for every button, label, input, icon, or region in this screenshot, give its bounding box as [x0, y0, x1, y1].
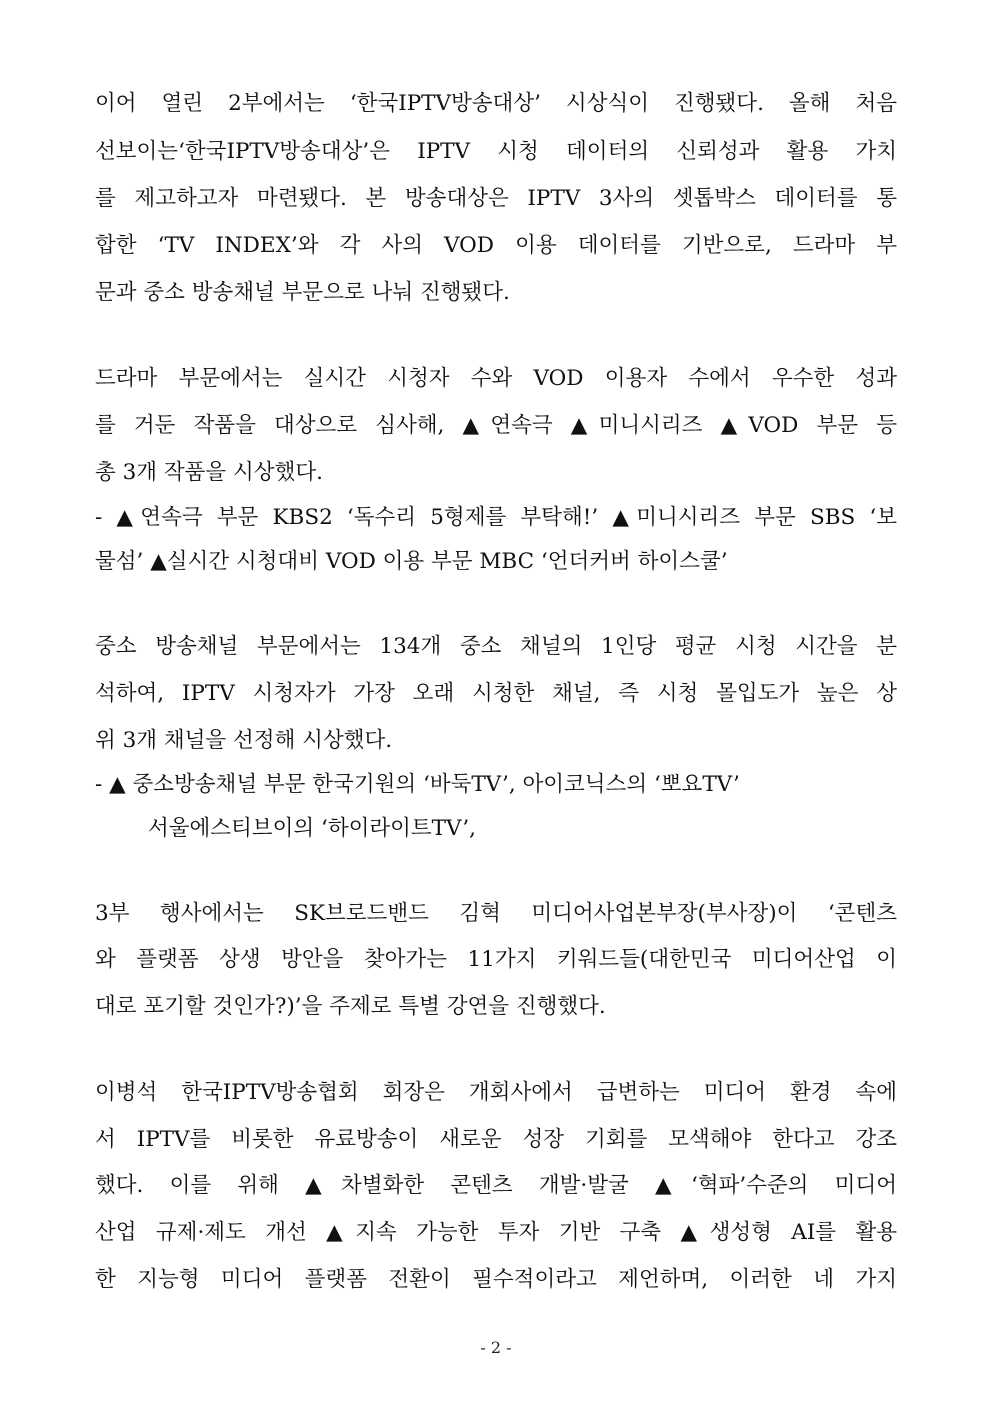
paragraph-4-line-1: 3부 행사에서는 SK브로드밴드 김혁 미디어사업본부장(부사장)이 ‘콘텐츠	[95, 901, 897, 926]
page-number: - 2 -	[480, 1338, 512, 1357]
paragraph-5-line-2: 서 IPTV를 비롯한 유료방송이 새로운 성장 기회를 모색해야 한다고 강조	[95, 1127, 897, 1152]
paragraph-2-line-3: 총 3개 작품을 시상했다.	[95, 460, 323, 485]
paragraph-1-line-2: 선보이는‘한국IPTV방송대상’은 IPTV 시청 데이터의 신뢰성과 활용 가치	[95, 139, 897, 164]
paragraph-5-line-1: 이병석 한국IPTV방송협회 회장은 개회사에서 급변하는 미디어 환경 속에	[95, 1080, 897, 1105]
paragraph-4-line-2: 와 플랫폼 상생 방안을 찾아가는 11가지 키워드들(대한민국 미디어산업 이	[95, 947, 897, 972]
paragraph-2-line-1: 드라마 부문에서는 실시간 시청자 수와 VOD 이용자 수에서 우수한 성과	[95, 366, 897, 391]
paragraph-1-line-5: 문과 중소 방송채널 부문으로 나눠 진행됐다.	[95, 280, 510, 305]
paragraph-2-line-4: - ▲연속극 부문 KBS2 ‘독수리 5형제를 부탁해!’ ▲미니시리즈 부문 SBS ‘보	[95, 505, 897, 530]
paragraph-3-line-1: 중소 방송채널 부문에서는 134개 중소 채널의 1인당 평균 시청 시간을 분	[95, 634, 897, 659]
paragraph-1-line-4: 합한 ‘TV INDEX’와 각 사의 VOD 이용 데이터를 기반으로, 드라마 부	[95, 233, 897, 258]
paragraph-3-line-3: 위 3개 채널을 선정해 시상했다.	[95, 728, 393, 753]
paragraph-3-line-2: 석하여, IPTV 시청자가 가장 오래 시청한 채널, 즉 시청 몰입도가 높은 상	[95, 681, 897, 706]
paragraph-5-line-5: 한 지능형 미디어 플랫폼 전환이 필수적이라고 제언하며, 이러한 네 가지	[95, 1267, 897, 1292]
paragraph-3-line-4: - ▲ 중소방송채널 부문 한국기원의 ‘바둑TV’, 아이코닉스의 ‘뽀요TV’	[95, 772, 740, 797]
paragraph-3-line-5: 서울에스티브이의 ‘하이라이트TV’,	[148, 816, 476, 841]
paragraph-5-line-3: 했다. 이를 위해 ▲차별화한 콘텐츠 개발·발굴 ▲‘혁파’수준의 미디어	[95, 1173, 897, 1198]
paragraph-1-line-3: 를 제고하고자 마련됐다. 본 방송대상은 IPTV 3사의 셋톱박스 데이터를 통	[95, 186, 897, 211]
paragraph-2-line-5: 물섬’ ▲실시간 시청대비 VOD 이용 부문 MBC ‘언더커버 하이스쿨’	[95, 549, 728, 574]
paragraph-4-line-3: 대로 포기할 것인가?)’을 주제로 특별 강연을 진행했다.	[95, 994, 606, 1019]
paragraph-1-line-1: 이어 열린 2부에서는 ‘한국IPTV방송대상’ 시상식이 진행됐다. 올해 처음	[95, 91, 897, 116]
paragraph-5-line-4: 산업 규제·제도 개선 ▲지속 가능한 투자 기반 구축 ▲생성형 AI를 활용	[95, 1220, 897, 1245]
paragraph-2-line-2: 를 거둔 작품을 대상으로 심사해, ▲연속극 ▲미니시리즈 ▲VOD 부문 등	[95, 413, 897, 438]
